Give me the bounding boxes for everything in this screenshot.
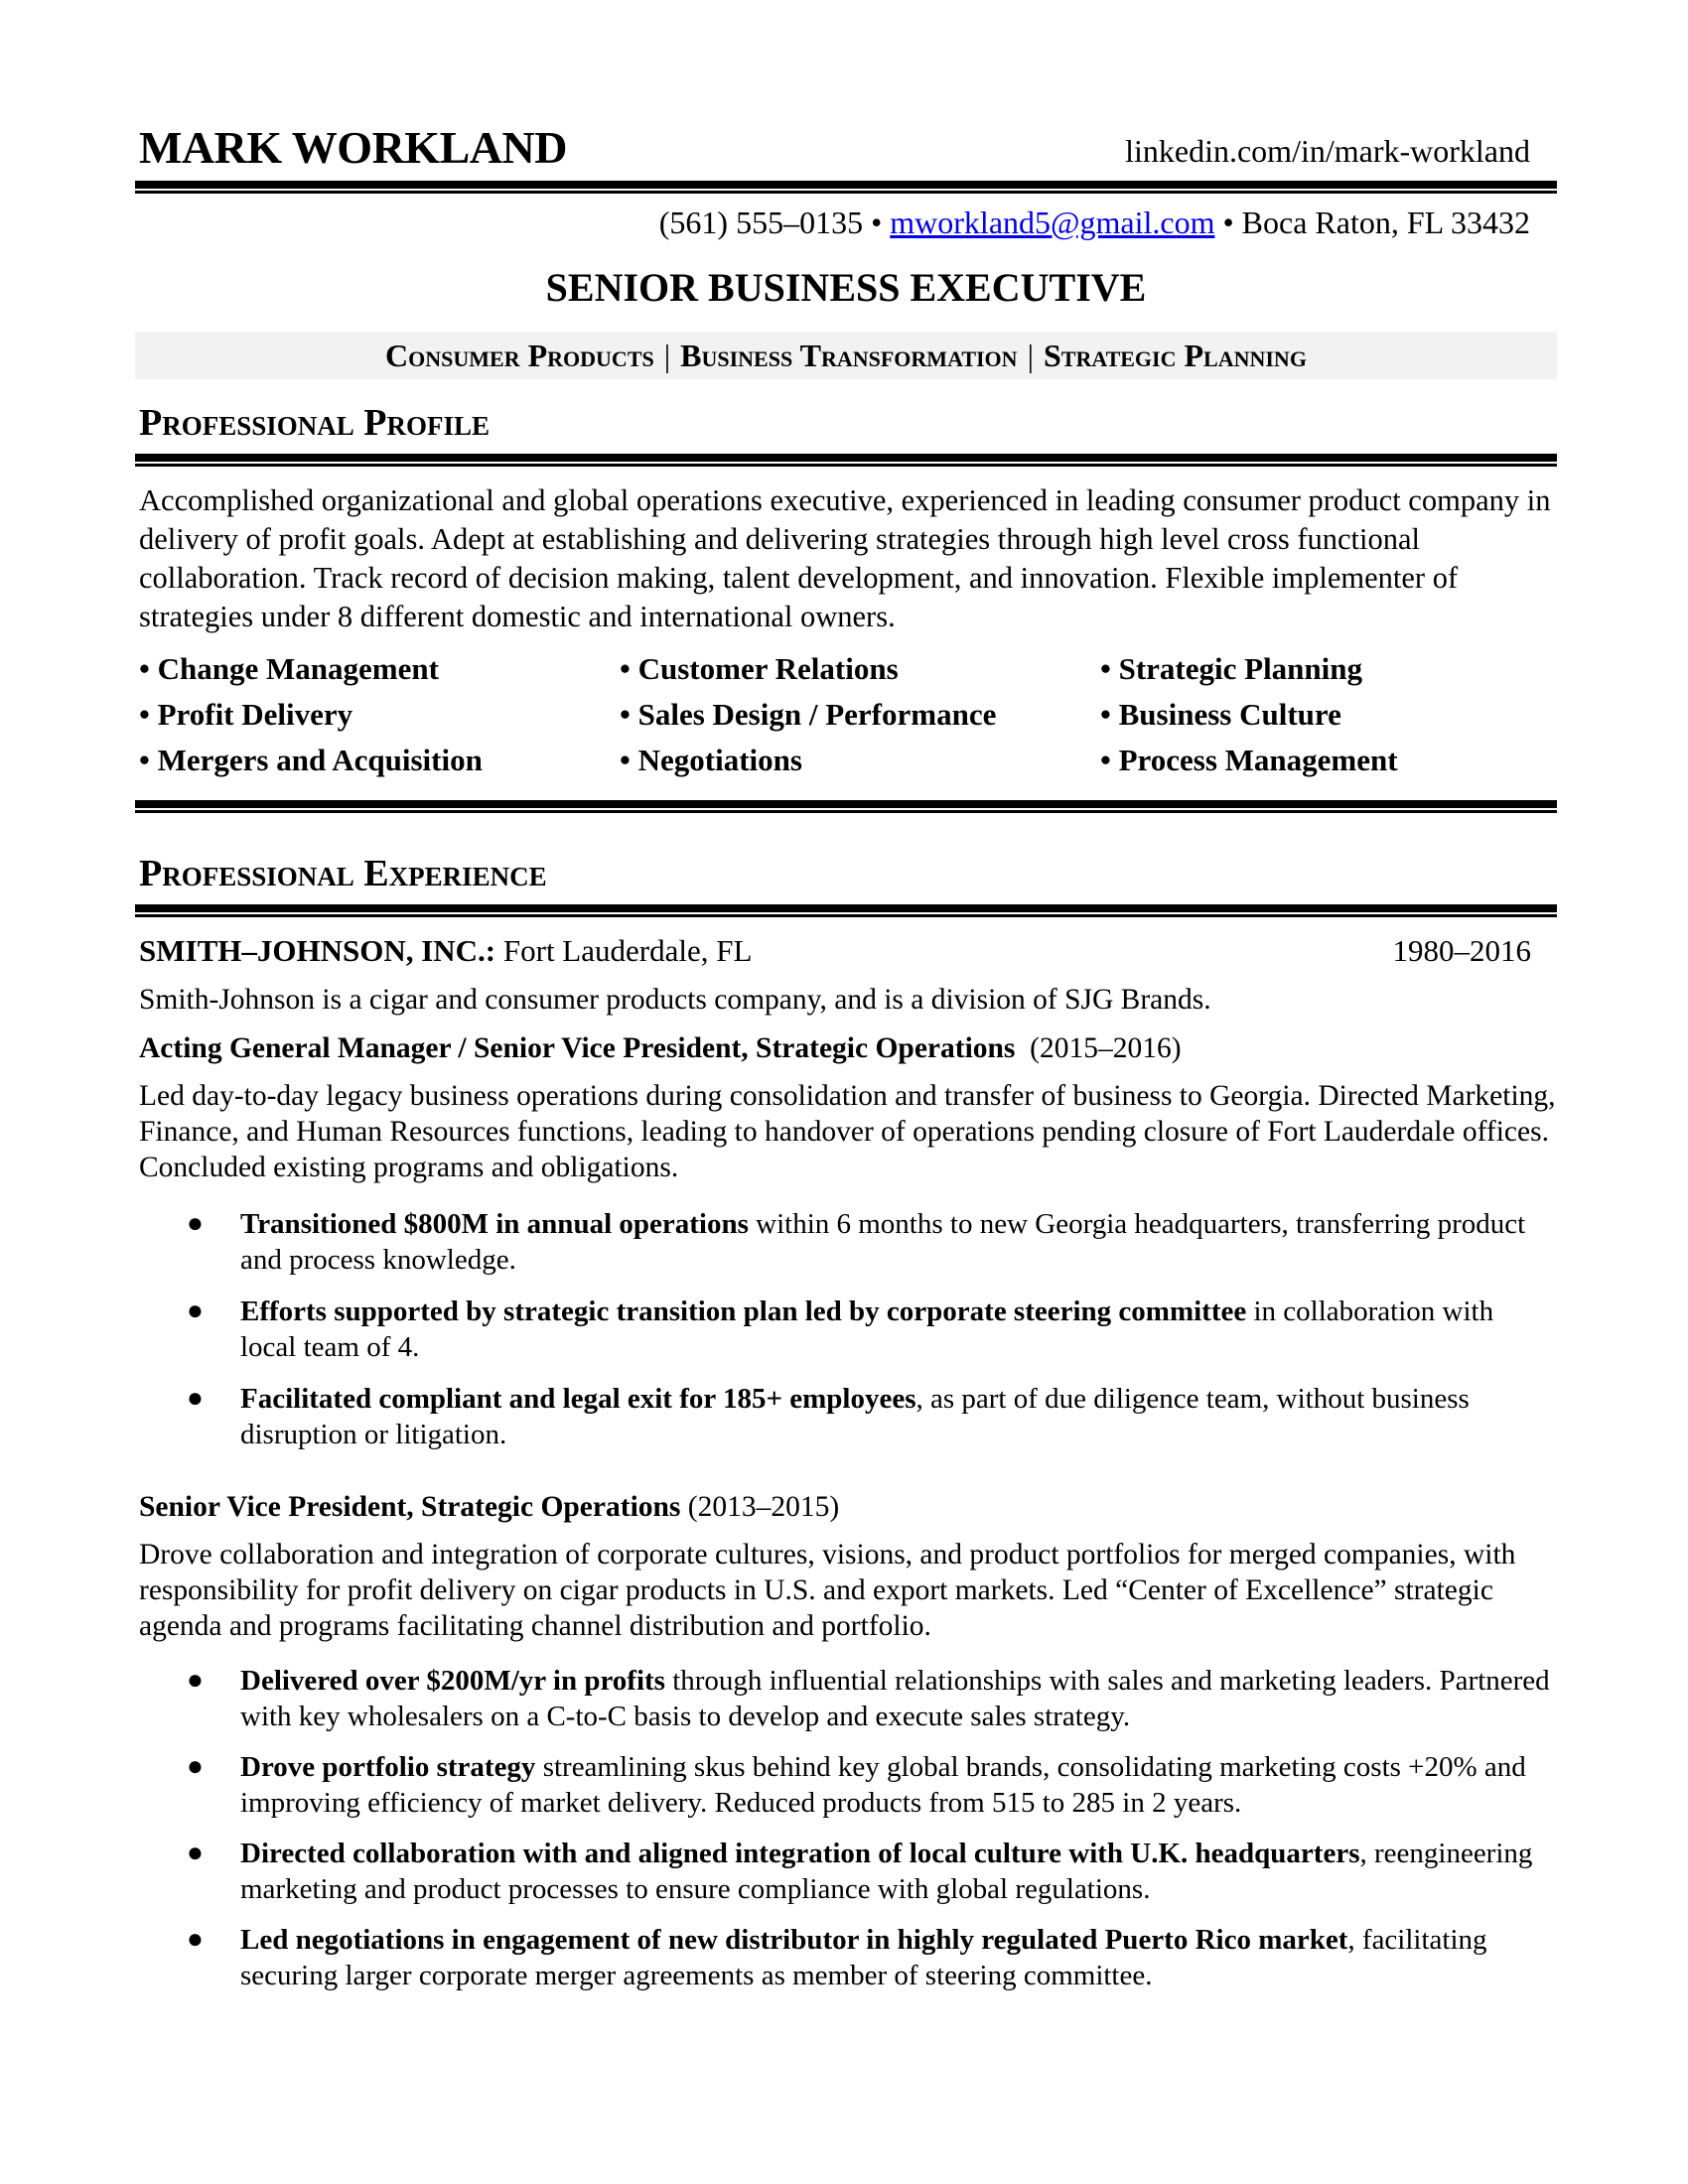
separator-dot: •: [863, 205, 891, 240]
candidate-name: MARK WORKLAND: [139, 122, 567, 173]
bullet-glyph: •: [620, 697, 631, 732]
bullet-glyph: •: [139, 651, 150, 686]
bullet-glyph: •: [139, 697, 150, 732]
focus-areas-band: [135, 332, 1557, 379]
achievement-item: [185, 1749, 1555, 1821]
role-title-line: [139, 1032, 1182, 1065]
email-link[interactable]: mworkland5@gmail.com: [890, 205, 1215, 240]
achievement-text: through influential relationships with sales and marketing leaders. Partnered with key wholesalers on a C-to-C basis to develop and execute sales strategy.: [240, 1665, 1550, 1732]
skill-label: Profit Delivery: [157, 697, 353, 732]
achievement-text: , as part of due diligence team, without business disruption or litigation.: [240, 1383, 1470, 1450]
location: Boca Raton, FL 33432: [1241, 205, 1530, 240]
achievement-item: [185, 1836, 1555, 1907]
headline: SENIOR BUSINESS EXECUTIVE: [545, 265, 1147, 310]
role-summary: Drove collaboration and integration of corporate cultures, visions, and product portfolios for merged companies, with responsibility for profit delivery on cigar products in U.S. and export markets. Led “Center of Excellence” strategic agenda and programs facilitating channel distribution and portfolio.: [139, 1539, 1516, 1642]
achievement-item: [185, 1663, 1555, 1734]
skill-label: Customer Relations: [637, 651, 899, 686]
focus-area: Business Transformation: [680, 338, 1018, 373]
achievement-highlight: Transitioned $800M in annual operations: [240, 1208, 749, 1240]
linkedin-url[interactable]: linkedin.com/in/mark-workland: [1125, 133, 1530, 169]
focus-separator: |: [1027, 338, 1034, 373]
skill-label: Change Management: [157, 651, 439, 686]
bullet-glyph: •: [1100, 697, 1111, 732]
profile-summary: Accomplished organizational and global operations executive, experienced in leading consumer product company in delivery of profit goals. Adept at establishing and delivering strategies through high level cross functional collaboration. Track record of decision making, talent development, and innovation. Flexible implementer of strategies under 8 different domestic and international owners.: [139, 483, 1551, 633]
bullet-icon: ●: [187, 1924, 204, 1955]
phone-number: (561) 555–0135: [658, 205, 864, 240]
profile-end-divider: [135, 800, 1557, 813]
section-title-profile: Professional Profile: [139, 402, 490, 444]
role-achievements: [185, 1663, 1555, 1993]
role-achievements: [185, 1206, 1555, 1452]
skills-grid: [139, 649, 1557, 779]
achievement-item: [185, 1922, 1555, 1993]
role-dates: (2015–2016): [1015, 1032, 1182, 1064]
contact-line: [659, 205, 1530, 241]
bullet-icon: ●: [187, 1838, 204, 1868]
company-dates: 1980–2016: [1392, 933, 1531, 968]
role-dates: (2013–2015): [680, 1491, 840, 1523]
role-title: Acting General Manager / Senior Vice President, Strategic Operations: [139, 1032, 1016, 1064]
achievement-highlight: Directed collaboration with and aligned integration of local culture with U.K. headquarters: [240, 1838, 1360, 1869]
skill-item: [620, 649, 1100, 688]
skill-label: Business Culture: [1118, 697, 1341, 732]
achievement-highlight: Delivered over $200M/yr in profits: [240, 1665, 665, 1697]
bullet-glyph: •: [620, 743, 631, 777]
achievement-text: within 6 months to new Georgia headquarters, transferring product and process knowledge.: [240, 1208, 1526, 1276]
achievement-text: streamlining skus behind key global brands, consolidating marketing costs +20% and improving efficiency of market delivery. Reduced products from 515 to 285 in 2 years.: [240, 1751, 1526, 1819]
achievement-text: , reengineering marketing and product processes to ensure compliance with global regulations.: [240, 1838, 1533, 1905]
bullet-glyph: •: [1100, 651, 1111, 686]
skill-label: Process Management: [1118, 743, 1398, 777]
focus-area: Consumer Products: [385, 338, 654, 373]
bullet-icon: ●: [187, 1296, 204, 1326]
separator-dot: •: [1214, 205, 1242, 240]
achievement-text: in collaboration with local team of 4.: [240, 1296, 1494, 1363]
skill-label: Strategic Planning: [1118, 651, 1363, 686]
focus-area: Strategic Planning: [1043, 338, 1307, 373]
bullet-glyph: •: [620, 651, 631, 686]
bullet-glyph: •: [139, 743, 150, 777]
bullet-icon: ●: [187, 1208, 204, 1239]
role-summary: Led day-to-day legacy business operations during consolidation and transfer of business to Georgia. Directed Marketing, Finance, and Human Resources functions, leading to handover of operations pending closure of Fort Lauderdale offices. Concluded existing programs and obligations.: [139, 1080, 1556, 1183]
bullet-glyph: •: [1100, 743, 1111, 777]
achievement-item: [185, 1381, 1555, 1452]
skill-label: Sales Design / Performance: [637, 697, 997, 732]
achievement-text: , facilitating securing larger corporate merger agreements as member of steering committee.: [240, 1924, 1487, 1991]
profile-divider: [135, 454, 1557, 467]
company-description: Smith-Johnson is a cigar and consumer products company, and is a division of SJG Brands.: [139, 984, 1211, 1016]
achievement-item: [185, 1294, 1555, 1365]
achievement-highlight: Efforts supported by strategic transition plan led by corporate steering committee: [240, 1296, 1247, 1327]
section-title-experience: Professional Experience: [139, 853, 547, 894]
skill-label: Mergers and Acquisition: [157, 743, 483, 777]
company-name: SMITH–JOHNSON, INC.:: [139, 933, 496, 968]
skill-item: [139, 741, 620, 779]
bullet-icon: ●: [187, 1665, 204, 1696]
focus-separator: |: [663, 338, 671, 373]
skill-item: [1100, 741, 1557, 779]
achievement-highlight: Led negotiations in engagement of new distributor in highly regulated Puerto Rico market: [240, 1924, 1348, 1956]
skill-label: Negotiations: [637, 743, 802, 777]
skill-item: [620, 741, 1100, 779]
bullet-icon: ●: [187, 1383, 204, 1414]
achievement-highlight: Facilitated compliant and legal exit for 185+ employees: [240, 1383, 916, 1415]
experience-divider: [135, 904, 1557, 917]
achievement-item: [185, 1206, 1555, 1278]
skill-item: [1100, 695, 1557, 734]
role-title-line: [139, 1491, 839, 1524]
achievement-highlight: Drove portfolio strategy: [240, 1751, 536, 1783]
company-location: Fort Lauderdale, FL: [495, 933, 753, 968]
company-header: [139, 933, 1531, 969]
role-title: Senior Vice President, Strategic Operations: [139, 1491, 681, 1523]
header-divider: [135, 181, 1557, 194]
bullet-icon: ●: [187, 1751, 204, 1782]
skill-item: [139, 695, 620, 734]
skill-item: [1100, 649, 1557, 688]
skill-item: [620, 695, 1100, 734]
skill-item: [139, 649, 620, 688]
